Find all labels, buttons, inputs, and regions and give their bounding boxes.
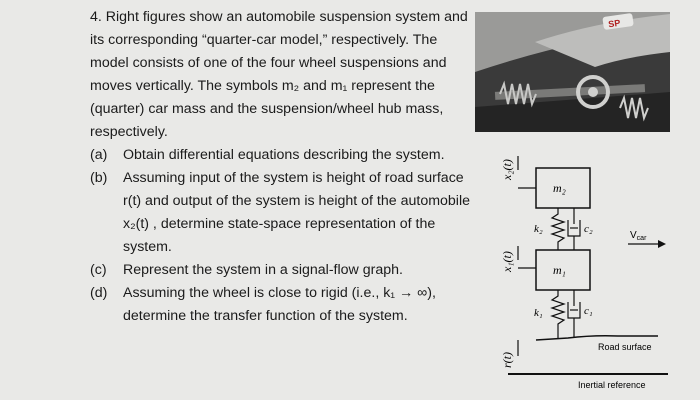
part-c-label: (c)	[90, 262, 107, 278]
inertial-label: Inertial reference	[578, 380, 646, 390]
vcar-label	[630, 230, 647, 242]
part-d-line-2: determine the transfer function of the system.	[123, 308, 408, 324]
x1-label: x₁(t)	[500, 251, 514, 272]
quarter-car-diagram	[498, 150, 698, 395]
intro-line-5: (quarter) car mass and the suspension/wheel hub mass,	[90, 101, 444, 117]
m1-label: m₁	[553, 263, 566, 277]
x2-label: x₂(t)	[500, 159, 514, 180]
part-b-line-4: system.	[123, 239, 172, 255]
vcar-arrow-icon	[658, 240, 666, 248]
r-label: r(t)	[500, 352, 514, 368]
part-b-line-2: r(t) and output of the system is height of the automobile	[123, 193, 470, 209]
part-d-line-1: Assuming the wheel is close to rigid (i.e., k₁ → ∞),	[123, 285, 436, 301]
c1-label: c₁	[584, 305, 593, 317]
part-b-label: (b)	[90, 170, 108, 186]
problem-text	[90, 6, 470, 328]
part-b-line-3: x₂(t) , determine state-space representation of the	[123, 216, 436, 232]
part-d-label: (d)	[90, 285, 108, 301]
photo-badge: SP	[607, 17, 621, 30]
intro-line-3: model consists of one of the four wheel suspensions and	[90, 55, 447, 71]
intro-line-1: 4. Right figures show an automobile suspension system and	[90, 9, 468, 25]
part-a-line-1: Obtain differential equations describing the system.	[123, 147, 445, 163]
part-b-line-1: Assuming input of the system is height of road surface	[123, 170, 464, 186]
part-c-line-1: Represent the system in a signal-flow graph.	[123, 262, 403, 278]
part-a	[90, 144, 470, 167]
c2-label: c₂	[584, 223, 593, 235]
vcar-sub: car	[636, 235, 647, 242]
part-d	[90, 282, 470, 305]
intro-line-6: respectively.	[90, 124, 168, 140]
k1-label: k₁	[534, 307, 543, 319]
spring-k2	[552, 208, 564, 250]
part-c	[90, 259, 470, 282]
m2-label: m₂	[553, 181, 566, 195]
k2-label: k₂	[534, 223, 543, 235]
suspension-photo	[475, 12, 670, 132]
intro-line-2: its corresponding “quarter-car model,” respectively. The	[90, 32, 438, 48]
vcar-main: V	[630, 230, 637, 241]
part-a-label: (a)	[90, 147, 108, 163]
part-b	[90, 167, 470, 190]
road-label: Road surface	[598, 342, 652, 352]
intro-line-4: moves vertically. The symbols m₂ and m₁ represent the	[90, 78, 435, 94]
road-surface-line	[536, 336, 658, 340]
spring-k1	[552, 290, 564, 338]
